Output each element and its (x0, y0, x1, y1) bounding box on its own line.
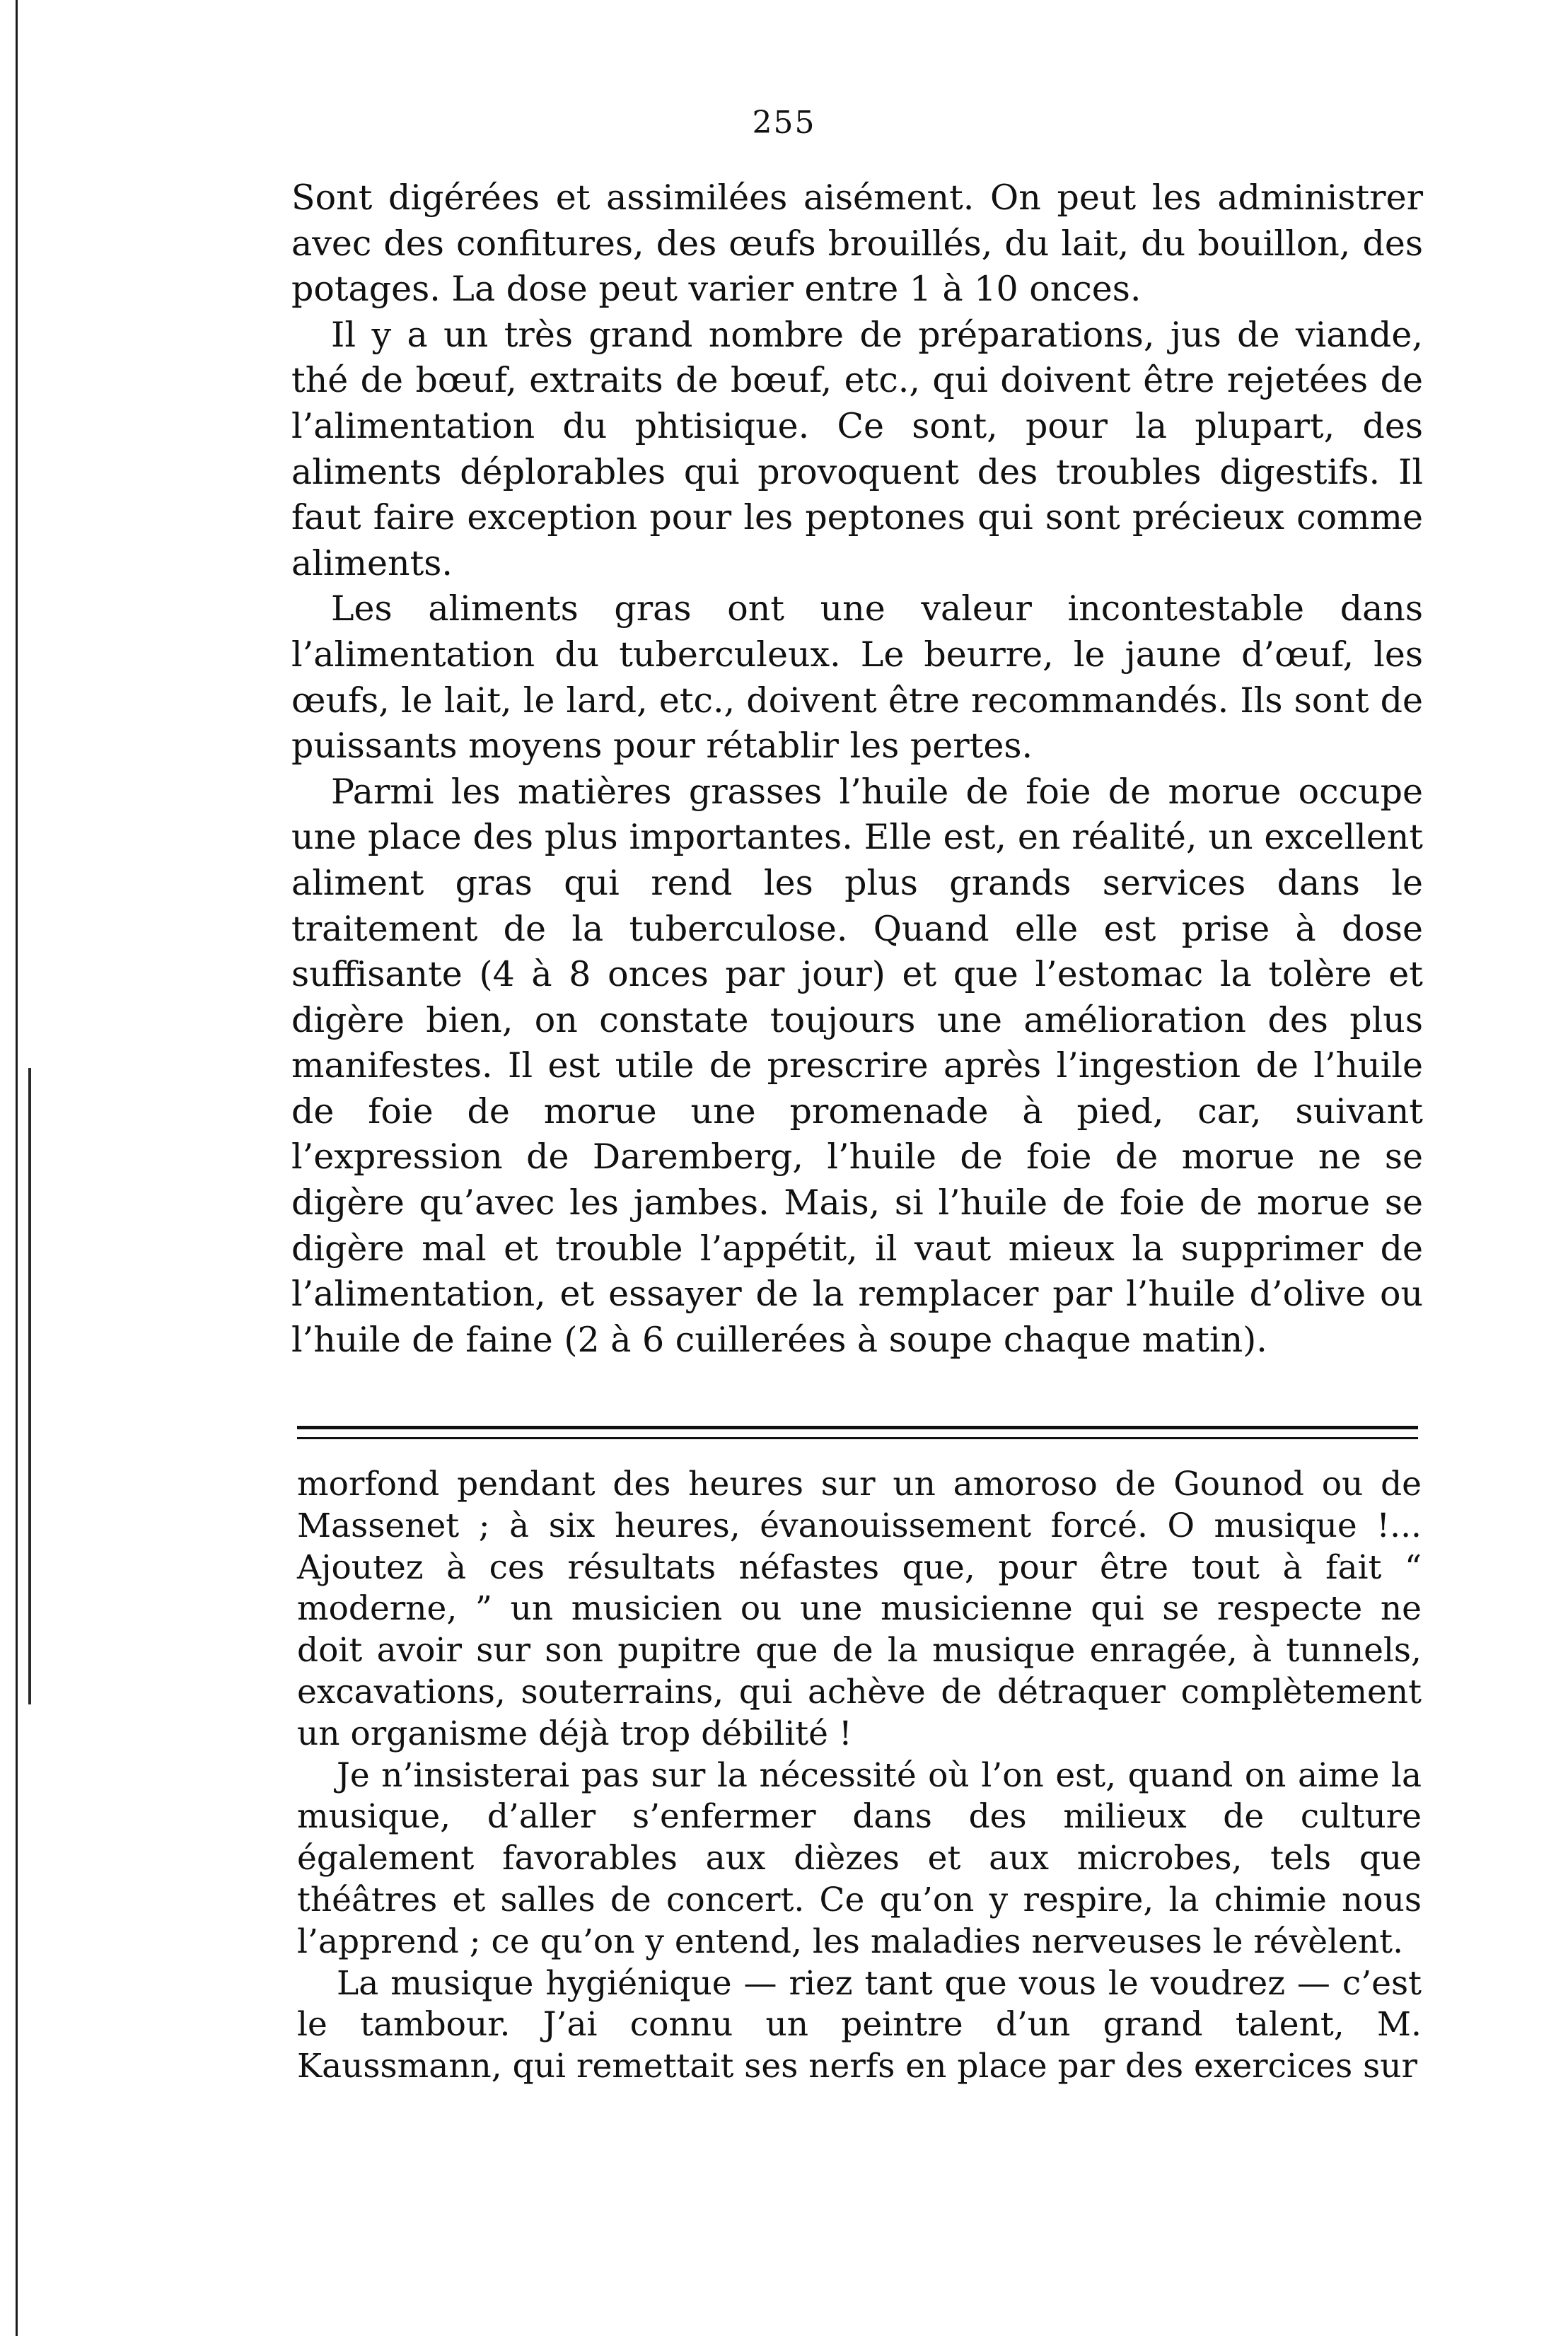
separator-rule-thin (297, 1437, 1418, 1439)
lower-paragraph-3: La musique hygiénique — riez tant que vous le voudrez — c’est le tambour. J’ai connu un peintre d’un grand talent, M. Kaussmann, qui remettait ses nerfs en place par des exercices sur (297, 1963, 1422, 2086)
separator-rule (297, 1426, 1418, 1429)
continued-text (297, 1464, 1422, 2088)
scan-edge (16, 0, 18, 2336)
main-text (291, 175, 1423, 1363)
paragraph-1: Sont digérées et assimilées aisément. On peut les administrer avec des confitures, des œufs brouillés, du lait, du bouillon, des potages. La dose peut varier entre 1 à 10 onces. (291, 178, 1423, 310)
lower-paragraph-2: Je n’insisterai pas sur la nécessité où l’on est, quand on aime la musique, d’aller s’enfermer dans des milieux de culture également favorables aux dièzes et aux microbes, tels que théâtres et salles de concert. Ce qu’on y respire, la chimie nous l’apprend ; ce qu’on y entend, les maladies nerveuses le révèlent. (297, 1755, 1422, 1961)
page-number: 255 (752, 105, 816, 141)
lower-paragraph-1: morfond pendant des heures sur un amoroso de Gounod ou de Massenet ; à six heures, évanouissement forcé. O musique !... Ajoutez à ces résultats néfastes que, pour être tout à fait “ moderne, ” un musicien ou une musicienne qui se respecte ne doit avoir sur son pupitre que de la musique enragée, à tunnels, excavations, souterrains, qui achève de détraquer complètement un organisme déjà trop débilité ! (297, 1465, 1422, 1753)
paragraph-3: Les aliments gras ont une valeur incontestable dans l’alimentation du tuberculeux. Le beurre, le jaune d’œuf, les œufs, le lait, le lard, etc., doivent être recommandés. Ils sont de puissants moyens pour rétablir les pertes. (291, 588, 1423, 767)
scan-edge-inner (28, 1068, 31, 1704)
paragraph-2: Il y a un très grand nombre de préparations, jus de viande, thé de bœuf, extraits de bœuf, etc., qui doivent être rejetées de l’alimentation du phtisique. Ce sont, pour la plupart, des aliments déplorables qui provoquent des troubles digestifs. Il faut faire exception pour les peptones qui sont précieux comme aliments. (291, 314, 1423, 583)
paragraph-4: Parmi les matières grasses l’huile de foie de morue occupe une place des plus importantes. Elle est, en réalité, un excellent aliment gras qui rend les plus grands services dans le traitement de la tuberculose. Quand elle est prise à dose suffisante (4 à 8 onces par jour) et que l’estomac la tolère et digère bien, on constate toujours une amélioration des plus manifestes. Il est utile de prescrire après l’ingestion de l’huile de foie de morue une promenade à pied, car, suivant l’expression de Daremberg, l’huile de foie de morue ne se digère qu’avec les jambes. Mais, si l’huile de foie de morue se digère mal et trouble l’appétit, il vaut mieux la supprimer de l’alimentation, et essayer de la remplacer par l’huile d’olive ou l’huile de faine (2 à 6 cuillerées à soupe chaque matin). (291, 771, 1423, 1360)
